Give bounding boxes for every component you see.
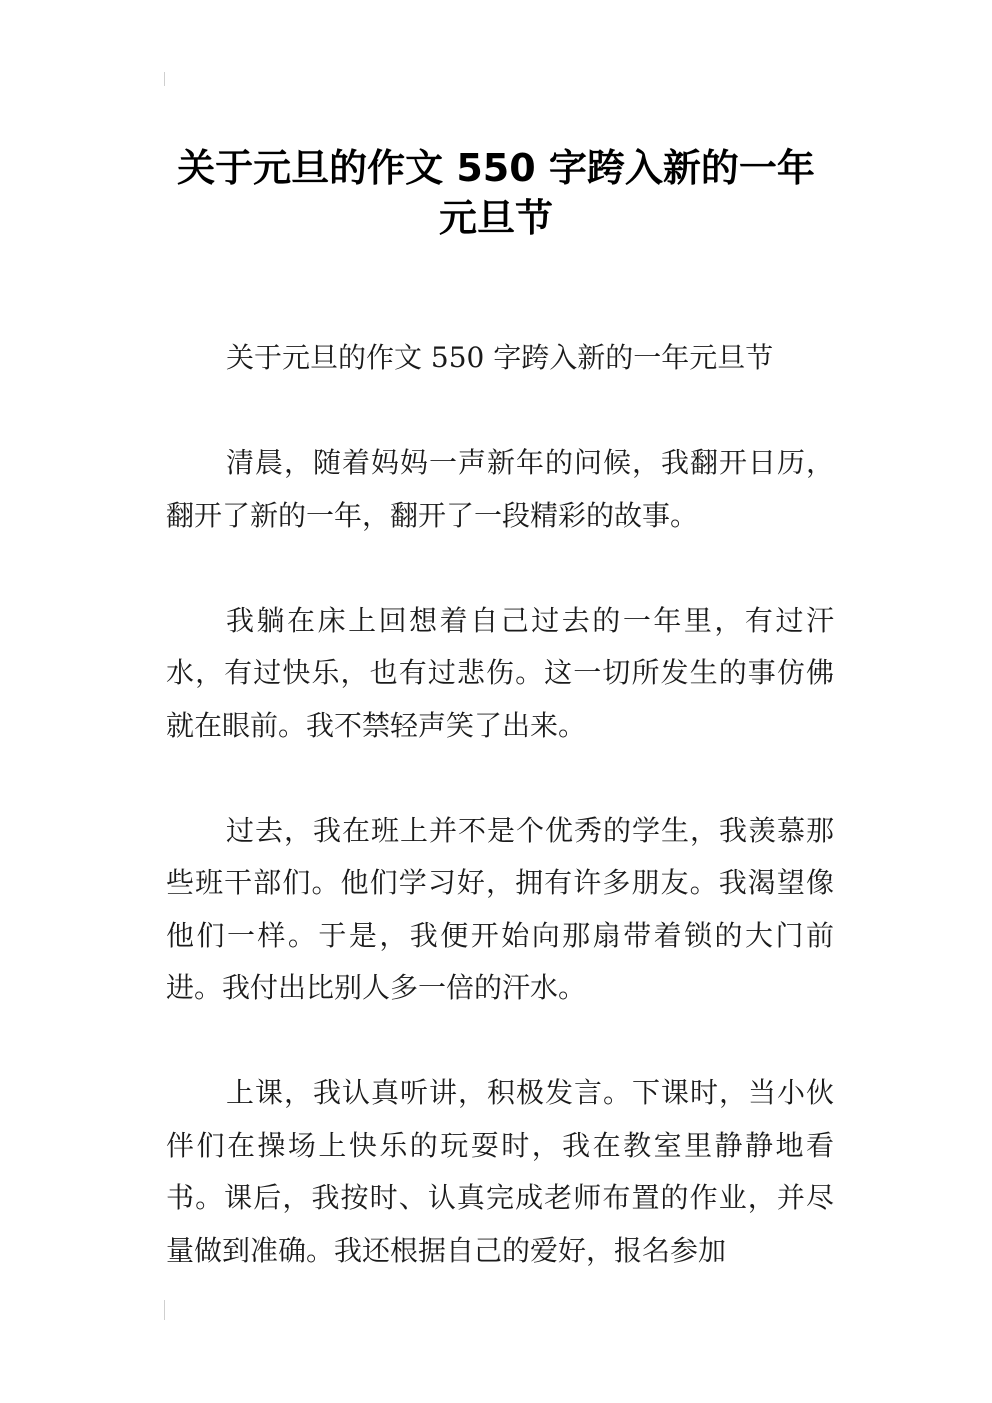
page-corner-mark-bottom [164,1300,165,1320]
title-line-2: 元旦节 [438,196,553,241]
document-body [166,332,834,1277]
paragraph-3: 过去，我在班上并不是个优秀的学生，我羡慕那些班干部们。他们学习好，拥有许多朋友。我渴望像他们一样。于是，我便开始向那扇带着锁的大门前进。我付出比别人多一倍的汗水。 [166,813,834,1004]
paragraph-1: 清晨，随着妈妈一声新年的问候，我翻开日历，翻开了新的一年，翻开了一段精彩的故事。 [166,446,834,532]
page-corner-mark-top [164,72,165,86]
title-line-1: 关于元旦的作文 550 字跨入新的一年 [177,146,815,191]
paragraph-2: 我躺在床上回想着自己过去的一年里，有过汗水，有过快乐，也有过悲伤。这一切所发生的事仿佛就在眼前。我不禁轻声笑了出来。 [166,603,834,742]
document-title [130,143,862,243]
paragraph-4: 上课，我认真听讲，积极发言。下课时，当小伙伴们在操场上快乐的玩耍时，我在教室里静静地看书。课后，我按时、认真完成老师布置的作业，并尽量做到准确。我还根据自己的爱好，报名参加 [166,1076,834,1267]
document-subtitle: 关于元旦的作文 550 字跨入新的一年元旦节 [226,341,774,374]
